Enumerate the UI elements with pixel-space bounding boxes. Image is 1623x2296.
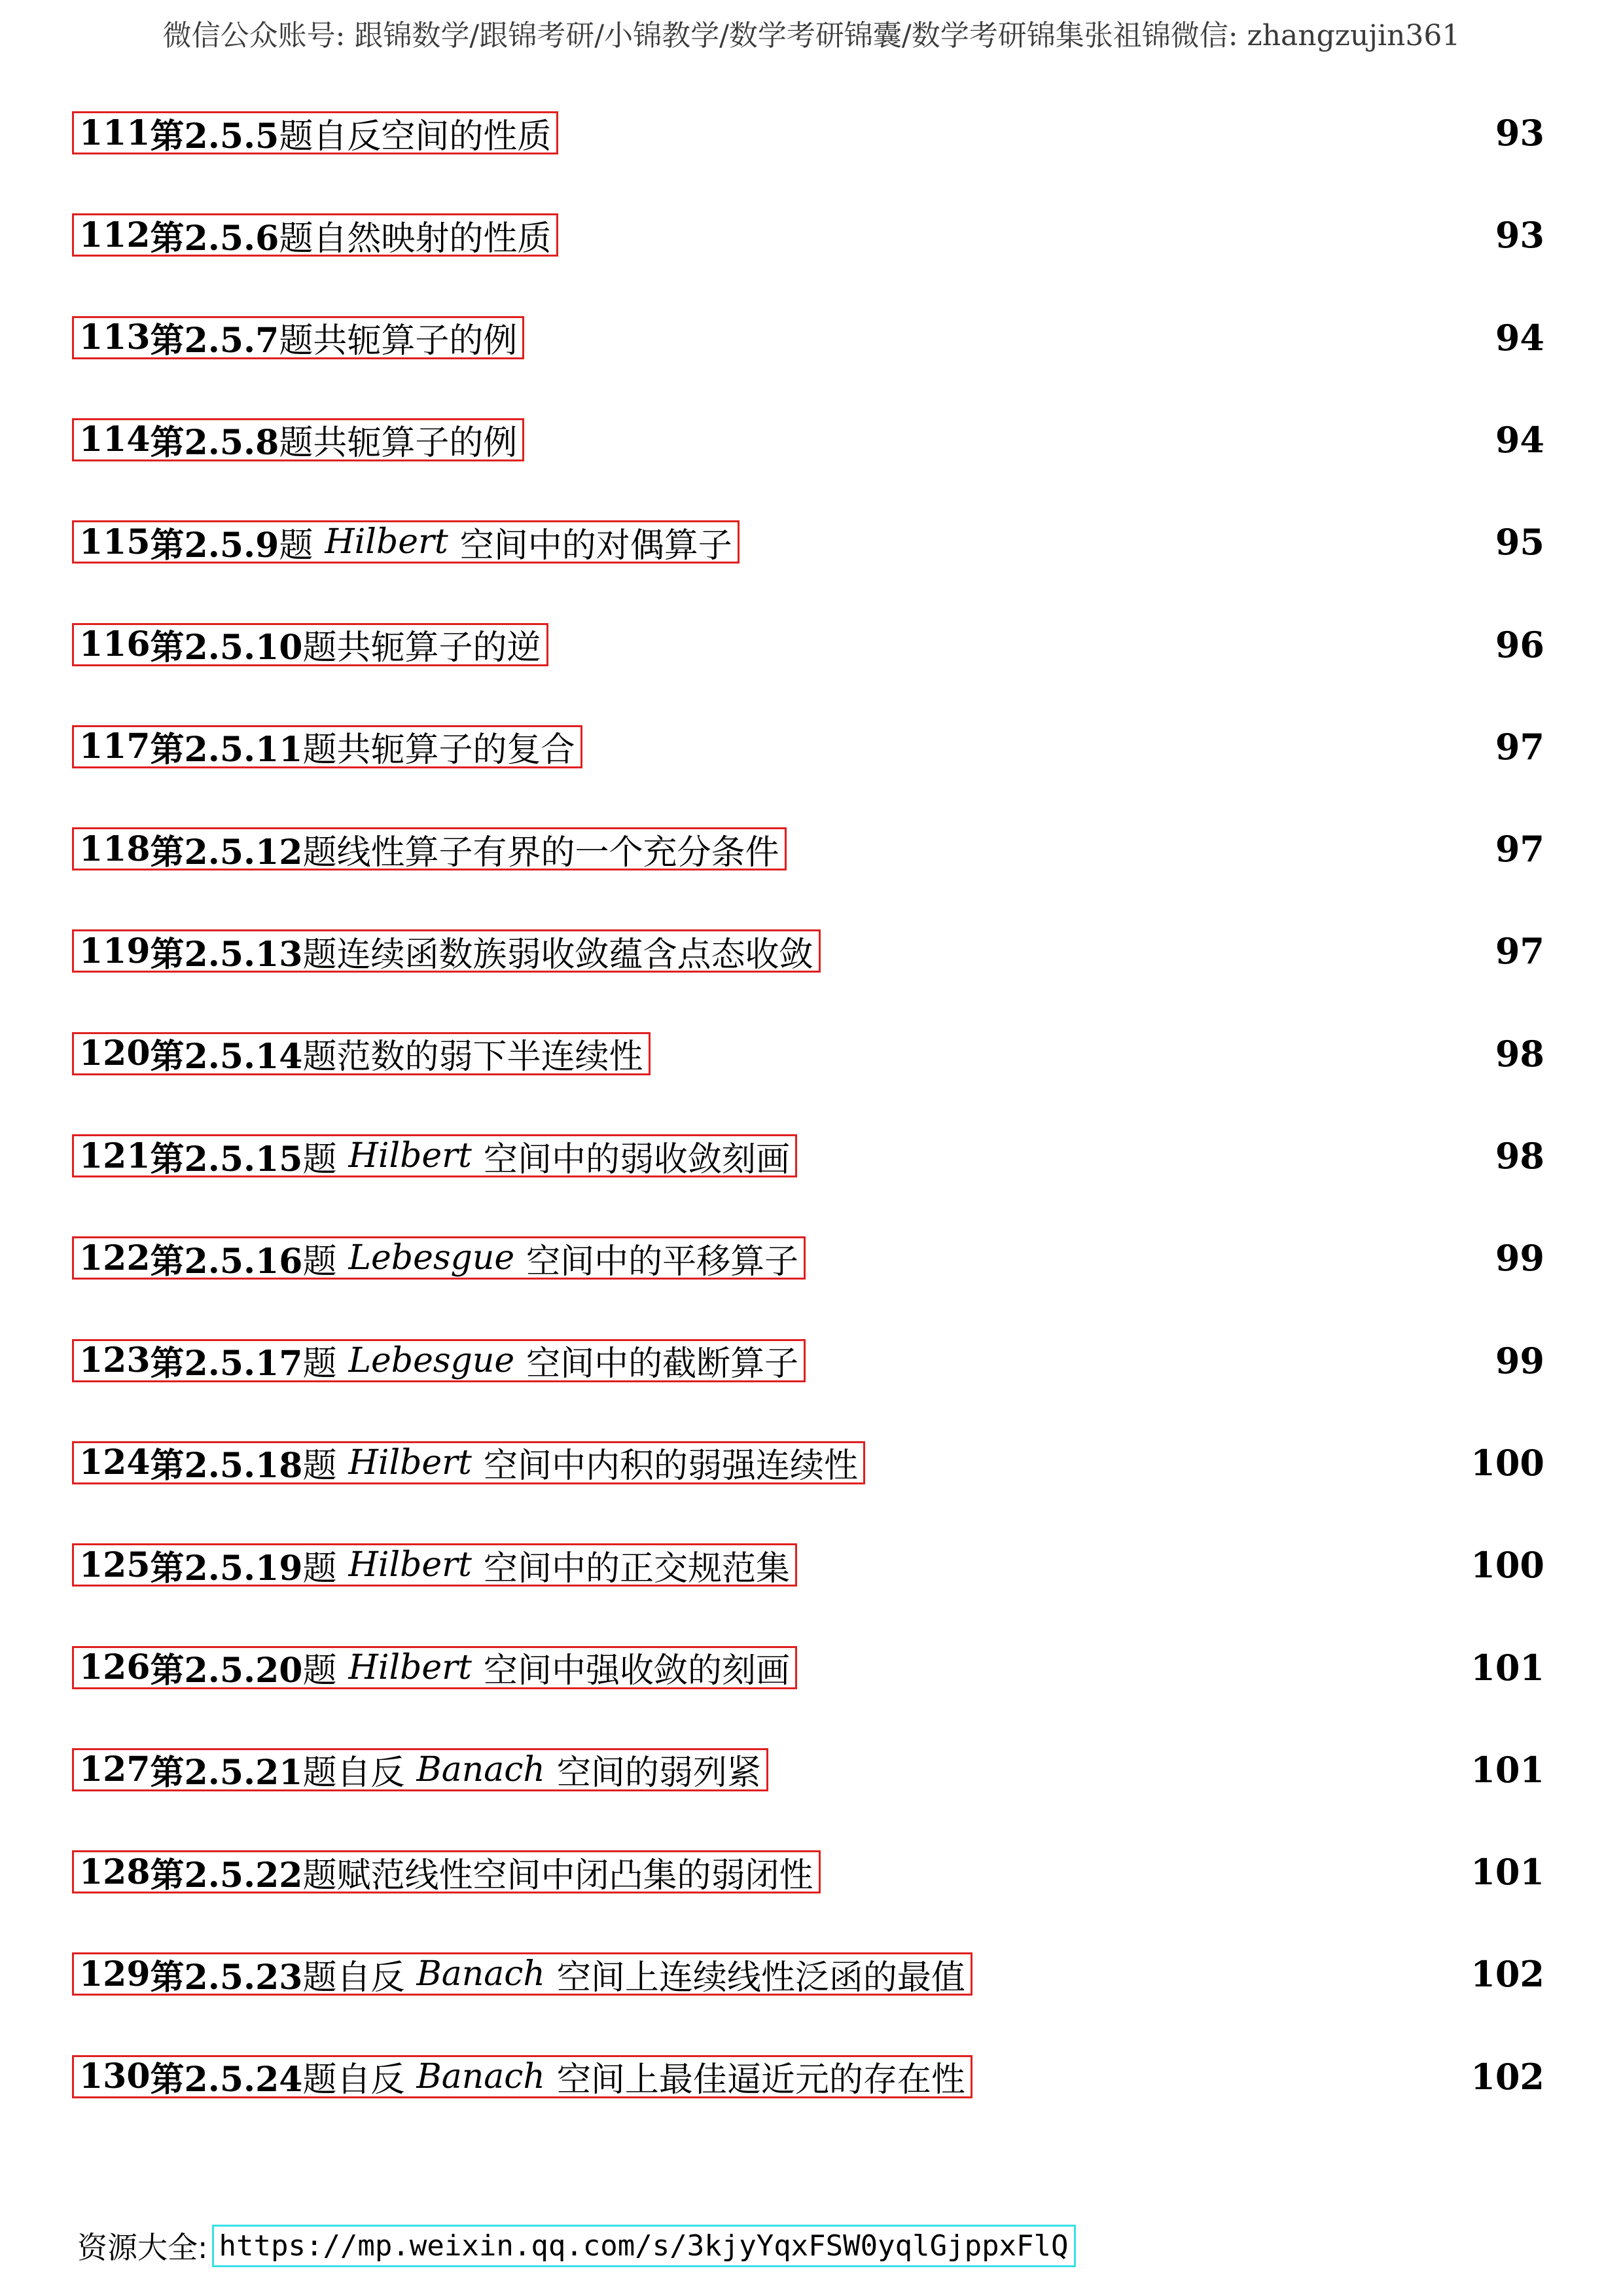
toc-entry-code: 第2.5.15: [150, 1139, 303, 1179]
toc-entry: [72, 418, 1544, 464]
toc-entry-number: 122: [79, 1238, 151, 1278]
toc-entry-link[interactable]: [72, 929, 821, 973]
toc-entry-code: 第2.5.17: [150, 1344, 303, 1384]
toc-entry-title: 题: [302, 1242, 337, 1282]
toc-entry-title: 题共轭算子的逆: [302, 628, 541, 668]
toc-entry-page: 97: [1495, 725, 1544, 768]
toc-entry-title-rest: 空间上最佳逼近元的存在性: [556, 2060, 965, 2100]
toc-entry-page: 101: [1471, 1646, 1544, 1689]
toc-entry-link[interactable]: [72, 111, 558, 154]
toc-entry-number: 126: [79, 1647, 151, 1687]
toc-entry-title: 题自反: [302, 1958, 405, 1998]
toc-entry-number: 115: [79, 522, 151, 562]
toc-entry-link[interactable]: [72, 418, 524, 461]
toc-entry: [72, 520, 1544, 566]
toc-entry-number: 113: [79, 317, 151, 358]
toc-entry-page: 95: [1495, 521, 1544, 564]
toc-entry: [72, 827, 1544, 873]
toc-entry-link[interactable]: [72, 725, 582, 768]
toc-entry: [72, 1134, 1544, 1180]
toc-entry-title: 题共轭算子的例: [279, 423, 518, 463]
toc-entry-code: 第2.5.7: [150, 321, 279, 361]
toc-entry-title: 题范数的弱下半连续性: [302, 1037, 643, 1077]
toc-entry: [72, 929, 1544, 975]
toc-entry-code: 第2.5.18: [150, 1446, 303, 1486]
toc-entry-number: 116: [79, 624, 151, 664]
toc-entry-number: 120: [79, 1033, 151, 1074]
toc-entry-number: 119: [79, 931, 151, 971]
toc-entry: [72, 1646, 1544, 1692]
toc-entry-page: 97: [1495, 828, 1544, 870]
toc-entry-page: 102: [1471, 1953, 1544, 1996]
toc-entry-link[interactable]: [72, 623, 548, 666]
toc-entry-page: 97: [1495, 930, 1544, 973]
toc-entry-number: 111: [79, 113, 151, 153]
toc-entry: [72, 1543, 1544, 1589]
toc-entry-title: 题线性算子有界的一个充分条件: [302, 833, 779, 872]
toc-entry: [72, 1952, 1544, 1998]
toc-entry-number: 128: [79, 1852, 151, 1892]
toc-entry-title-rest: 空间上连续线性泛函的最值: [556, 1958, 965, 1998]
toc-entry-page: 98: [1495, 1032, 1544, 1075]
toc-entry-code: 第2.5.24: [150, 2060, 303, 2100]
toc-entry-page: 94: [1495, 316, 1544, 359]
toc-entry-page: 98: [1495, 1135, 1544, 1177]
toc-entry-link[interactable]: [72, 1543, 797, 1587]
toc-entry: [72, 1850, 1544, 1896]
toc-entry-page: 96: [1495, 623, 1544, 666]
toc-entry-code: 第2.5.16: [150, 1241, 303, 1282]
toc-entry-link[interactable]: [72, 1646, 797, 1689]
toc-entry-title-rest: 空间中的截断算子: [526, 1344, 799, 1384]
toc-entry-link[interactable]: [72, 1134, 797, 1177]
toc-entry-title-rest: 空间中内积的弱强连续性: [483, 1446, 858, 1486]
toc-entry-page: 93: [1495, 214, 1544, 257]
toc-entry-title-rest: 空间中的正交规范集: [483, 1549, 790, 1588]
toc-entry-page: 99: [1495, 1339, 1544, 1382]
page-header: 微信公众账号: 跟锦数学/跟锦考研/小锦教学/数学考研锦囊/数学考研锦集张祖锦微信: zhangzujin361: [162, 19, 1461, 52]
resource-link[interactable]: https://mp.weixin.qq.com/s/3kjyYqxFSW0yqlGjppxFlQ: [212, 2225, 1076, 2267]
toc-entry-term: Lebesgue: [348, 1340, 515, 1380]
toc-entry-code: 第2.5.14: [150, 1037, 303, 1077]
toc-entry-title: 题: [302, 1344, 337, 1384]
toc-entry-link[interactable]: [72, 1032, 651, 1075]
toc-entry-code: 第2.5.23: [150, 1957, 303, 1998]
toc-entry-page: 93: [1495, 112, 1544, 154]
toc-entry-title: 题连续函数族弱收敛蕴含点态收敛: [302, 935, 813, 975]
footer: [77, 2224, 1076, 2267]
toc-entry-title-rest: 空间中的平移算子: [526, 1242, 799, 1282]
toc-entry-page: 100: [1471, 1441, 1544, 1484]
toc-entry-page: 101: [1471, 1851, 1544, 1893]
toc-entry-number: 125: [79, 1545, 151, 1585]
toc-entry-term: Hilbert: [348, 1136, 472, 1175]
toc-entry-title: 题自反: [302, 1753, 405, 1793]
toc-entry-link[interactable]: [72, 1748, 768, 1791]
toc-entry-title: 题: [302, 1446, 337, 1486]
toc-entry-title: 题共轭算子的复合: [302, 730, 575, 770]
toc-entry-title: 题自反: [302, 2060, 405, 2100]
toc-entry-term: Banach: [416, 2056, 545, 2096]
toc-entry-title-rest: 空间中的弱收敛刻画: [483, 1139, 790, 1179]
toc-entry-code: 第2.5.22: [150, 1855, 303, 1895]
toc-entry-code: 第2.5.6: [150, 218, 279, 259]
toc-entry-link[interactable]: [72, 213, 558, 257]
toc-entry-code: 第2.5.8: [150, 423, 279, 463]
toc-entry-number: 129: [79, 1954, 151, 1994]
toc-entry-term: Hilbert: [325, 522, 448, 562]
toc-entry-link[interactable]: [72, 1850, 821, 1893]
toc-entry-page: 102: [1471, 2055, 1544, 2098]
toc-entry-code: 第2.5.11: [150, 730, 303, 770]
toc-entry: [72, 111, 1544, 157]
toc-entry-number: 121: [79, 1136, 151, 1176]
toc-entry-title: 题: [302, 1651, 337, 1691]
toc-entry-title: 题自然映射的性质: [279, 219, 552, 259]
toc-entry-link[interactable]: [72, 2055, 972, 2098]
toc-entry-number: 117: [79, 726, 151, 767]
toc-entry-page: 99: [1495, 1237, 1544, 1280]
toc-entry-page: 94: [1495, 418, 1544, 461]
toc-entry-title: 题: [279, 526, 313, 565]
toc-entry-code: 第2.5.5: [150, 116, 279, 156]
toc-entry: [72, 213, 1544, 259]
toc-entry: [72, 2055, 1544, 2101]
toc-entry-number: 130: [79, 2056, 151, 2097]
toc-entry-term: Hilbert: [348, 1443, 472, 1482]
toc-entry: [72, 316, 1544, 362]
toc-entry-title-rest: 空间中的对偶算子: [459, 526, 732, 565]
toc-entry-title: 题共轭算子的例: [279, 321, 518, 361]
toc-entry: [72, 1441, 1544, 1487]
toc-entry-code: 第2.5.21: [150, 1753, 303, 1793]
toc-entry-number: 112: [79, 215, 151, 255]
toc-entry: [72, 1339, 1544, 1385]
toc-entry-page: 100: [1471, 1544, 1544, 1587]
toc-entry-code: 第2.5.12: [150, 832, 303, 872]
toc-entry: [72, 725, 1544, 771]
toc-entry-number: 118: [79, 829, 151, 869]
toc-entry-link[interactable]: [72, 1441, 865, 1484]
toc-entry-number: 114: [79, 420, 151, 460]
toc-entry-code: 第2.5.10: [150, 628, 303, 668]
toc-entry-code: 第2.5.19: [150, 1548, 303, 1588]
toc-entry-page: 101: [1471, 1748, 1544, 1791]
toc-entry: [72, 1032, 1544, 1078]
toc-entry: [72, 1748, 1544, 1794]
toc-entry-term: Banach: [416, 1954, 545, 1994]
toc-entry-title-rest: 空间中强收敛的刻画: [483, 1651, 790, 1691]
toc-entry-term: Banach: [416, 1749, 545, 1789]
toc-entry-code: 第2.5.20: [150, 1651, 303, 1691]
toc-entry-link[interactable]: [72, 1236, 806, 1280]
toc-entry-code: 第2.5.13: [150, 934, 303, 975]
toc-entry-link[interactable]: [72, 827, 787, 870]
toc-entry-title: 题: [302, 1549, 337, 1588]
toc-entry-number: 123: [79, 1340, 151, 1381]
toc-entry-number: 124: [79, 1443, 151, 1483]
toc-entry-link[interactable]: [72, 1952, 972, 1996]
toc-entry-number: 127: [79, 1749, 151, 1790]
toc-entry-title-rest: 空间的弱列紧: [556, 1753, 761, 1793]
toc-entry: [72, 623, 1544, 669]
toc-entry: [72, 1236, 1544, 1282]
toc-entry-link[interactable]: [72, 1339, 806, 1382]
toc-entry-link[interactable]: [72, 316, 524, 359]
toc-entry-title: 题自反空间的性质: [279, 117, 552, 156]
toc-entry-term: Hilbert: [348, 1545, 472, 1585]
toc-entry-code: 第2.5.9: [150, 525, 279, 565]
toc-entry-link[interactable]: [72, 520, 740, 564]
toc-entry-title: 题: [302, 1139, 337, 1179]
footer-label: 资源大全:: [77, 2230, 208, 2265]
toc-entry-term: Lebesgue: [348, 1238, 515, 1278]
toc-entry-title: 题赋范线性空间中闭凸集的弱闭性: [302, 1856, 813, 1895]
toc-entry-term: Hilbert: [348, 1647, 472, 1687]
